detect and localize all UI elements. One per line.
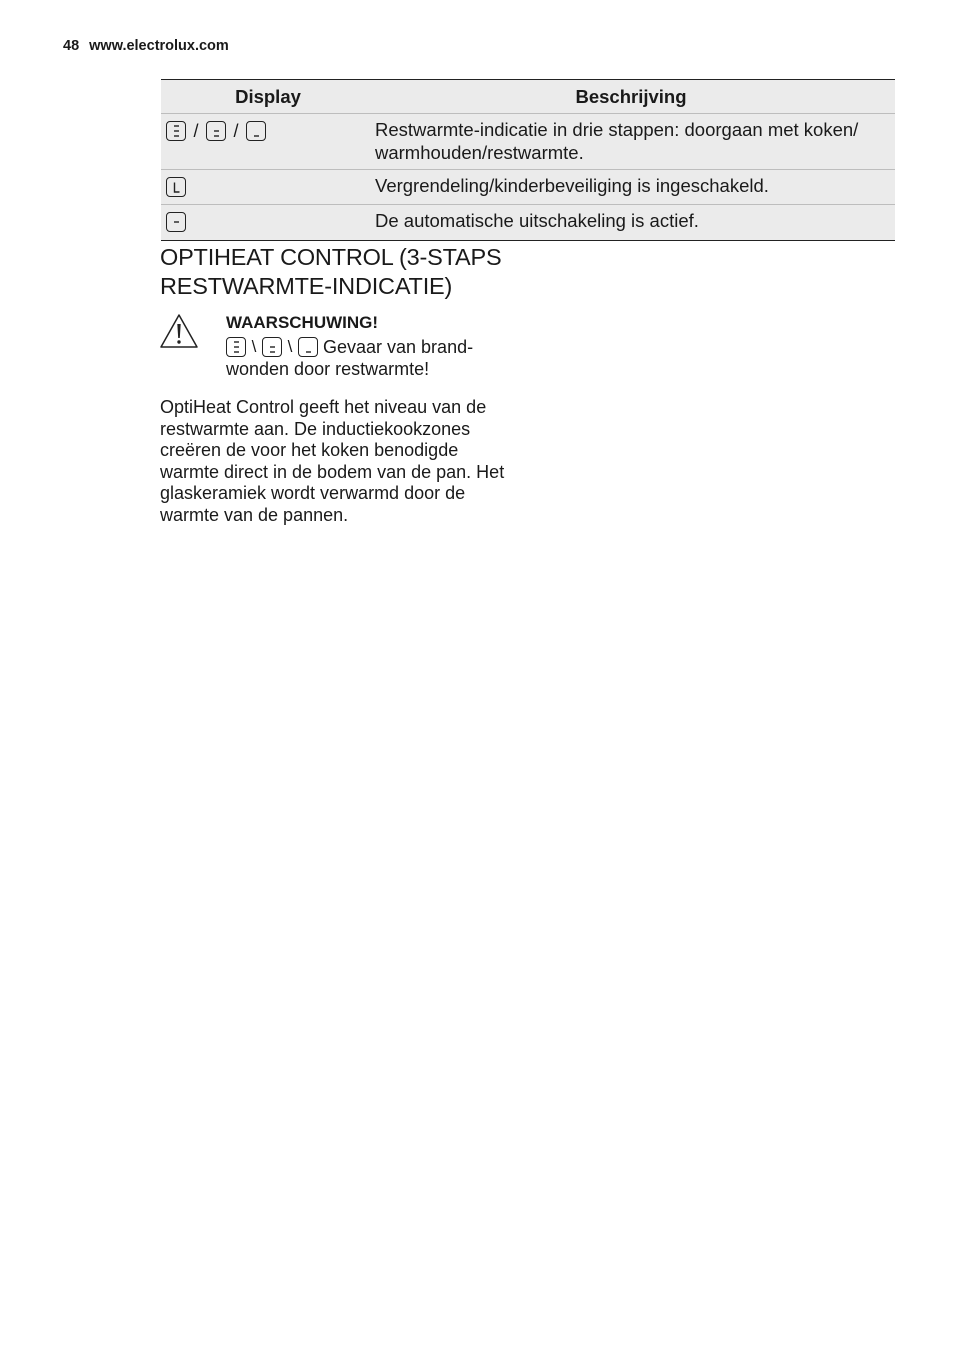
section-title: OPTIHEAT CONTROL (3-STAPS RESTWARMTE-INDICATIE) — [160, 244, 502, 299]
warning-title: WAARSCHUWING! — [226, 313, 379, 332]
column-header-display: Display — [235, 85, 301, 107]
table-row — [161, 113, 895, 169]
column-header-beschrijving: Beschrijving — [575, 85, 687, 107]
description-cell: Restwarmte-indicatie in drie stappen: doorgaan met koken/ warmhouden/restwarmte. — [375, 119, 859, 163]
separator: \ — [251, 337, 257, 356]
table-row — [161, 204, 895, 240]
warning-text: wonden door restwarmte! — [226, 359, 430, 379]
separator: \ — [287, 337, 293, 356]
lock-L-icon — [166, 177, 186, 197]
description-cell: Vergrendeling/kinderbeveiliging is ingeschakeld. — [375, 175, 769, 196]
heat-level-2-icon — [262, 337, 282, 357]
heat-level-2-icon — [206, 121, 226, 141]
heat-level-1-icon — [246, 121, 266, 141]
description-cell: De automatische uitschakeling is actief. — [375, 210, 699, 231]
site-url: www.electrolux.com — [89, 38, 229, 54]
display-cell — [161, 114, 375, 169]
display-cell — [161, 170, 375, 204]
warning-text-line — [226, 335, 516, 359]
display-cell — [161, 205, 375, 240]
table-header-row — [161, 80, 895, 113]
page-number: 48 — [63, 38, 80, 54]
separator: / — [233, 121, 239, 141]
separator: / — [193, 121, 199, 141]
warning-text: Gevaar van brand- — [323, 337, 474, 357]
heat-level-1-icon — [298, 337, 318, 357]
warning-triangle-icon — [159, 313, 199, 349]
body-paragraph: OptiHeat Control geeft het niveau van de restwarmte aan. De inductiekookzones creëren de voor het koken benodigde warmte direct in de bodem van de pan. Het glaskeramiek wordt verwarmd door de warmte van de pannen. — [160, 397, 505, 525]
table-row — [161, 169, 895, 204]
auto-off-icon — [166, 212, 186, 232]
warning-block — [226, 312, 516, 380]
heat-level-3-icon — [166, 121, 186, 141]
display-table — [161, 79, 895, 241]
page-header — [63, 38, 229, 54]
heat-level-3-icon — [226, 337, 246, 357]
